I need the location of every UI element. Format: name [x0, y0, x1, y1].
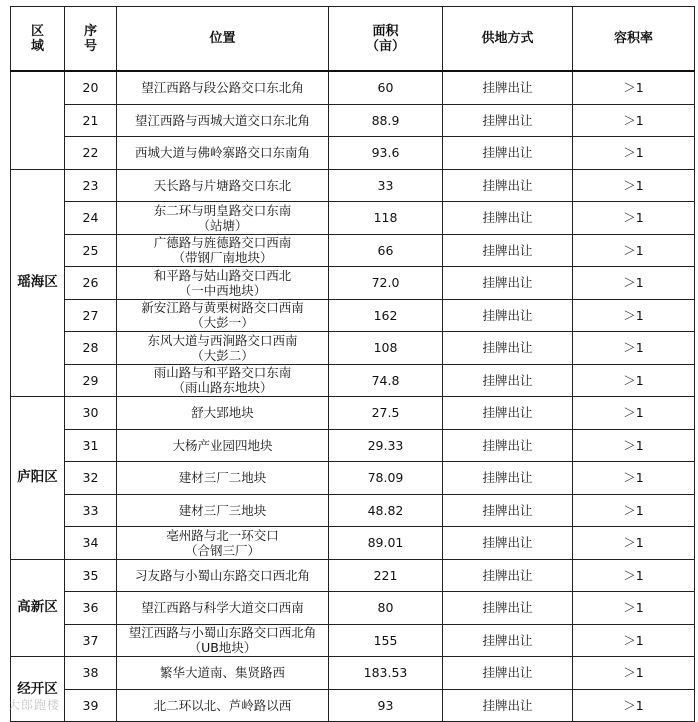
location-line: 望江西路与西城大道交口东北角 [134, 112, 310, 128]
location-cell [117, 429, 329, 462]
seq-cell: 29 [65, 364, 117, 397]
area-cell: 221 [329, 559, 443, 592]
far-cell: ＞1 [573, 689, 695, 722]
header-location: 位置 [117, 7, 329, 72]
location-line: （雨山路东地块） [172, 380, 273, 396]
far-cell: ＞1 [573, 592, 695, 625]
location-line: 大杨产业园四地块 [172, 437, 273, 453]
far-cell: ＞1 [573, 71, 695, 104]
location-line: 西城大道与佛岭寨路交口东南角 [134, 145, 310, 161]
supply-cell: 挂牌出让 [443, 202, 573, 235]
table-row [11, 299, 695, 332]
far-cell: ＞1 [573, 104, 695, 137]
location-line: 舒大郢地块 [191, 405, 254, 421]
far-cell: ＞1 [573, 397, 695, 430]
header-supply: 供地方式 [443, 7, 573, 72]
seq-cell: 25 [65, 234, 117, 267]
far-cell: ＞1 [573, 137, 695, 170]
header-area [329, 7, 443, 72]
header-area-line: （亩） [365, 38, 405, 54]
location-line: （大彭一） [191, 315, 254, 331]
region-cell: 瑶海区 [11, 169, 65, 397]
table-row [11, 364, 695, 397]
area-cell: 93 [329, 689, 443, 722]
supply-cell: 挂牌出让 [443, 624, 573, 657]
location-line: 新安江路与黄栗树路交口西南 [141, 300, 304, 316]
location-line: 和平路与姑山路交口西北 [153, 267, 292, 283]
header-seq [65, 7, 117, 72]
table-row [11, 592, 695, 625]
location-line: 建材三厂三地块 [178, 502, 267, 518]
seq-cell: 39 [65, 689, 117, 722]
supply-cell: 挂牌出让 [443, 104, 573, 137]
location-line: 亳州路与北一环交口 [166, 527, 279, 543]
location-line: 建材三厂二地块 [178, 470, 267, 486]
watermark: 大郎跑楼 [8, 698, 61, 712]
table-row [11, 169, 695, 202]
location-cell [117, 527, 329, 560]
far-cell: ＞1 [573, 494, 695, 527]
land-supply-table [10, 6, 695, 722]
table-row [11, 527, 695, 560]
far-cell: ＞1 [573, 299, 695, 332]
location-line: （UB地块） [188, 640, 257, 656]
seq-cell: 32 [65, 462, 117, 495]
location-cell [117, 689, 329, 722]
region-cell: 庐阳区 [11, 397, 65, 560]
table-row [11, 267, 695, 300]
table-row [11, 559, 695, 592]
location-cell [117, 104, 329, 137]
far-cell: ＞1 [573, 267, 695, 300]
seq-cell: 28 [65, 332, 117, 365]
location-cell [117, 71, 329, 104]
table-row [11, 689, 695, 722]
header-seq-line: 序 [83, 23, 97, 39]
header-region [11, 7, 65, 72]
location-cell [117, 592, 329, 625]
area-cell: 72.0 [329, 267, 443, 300]
table-row [11, 137, 695, 170]
area-cell: 80 [329, 592, 443, 625]
location-cell [117, 202, 329, 235]
location-line: 雨山路与和平路交口东南 [153, 365, 292, 381]
table-row [11, 624, 695, 657]
table-row [11, 429, 695, 462]
area-cell: 60 [329, 71, 443, 104]
seq-cell: 23 [65, 169, 117, 202]
area-cell: 183.53 [329, 657, 443, 690]
area-cell: 74.8 [329, 364, 443, 397]
table-row [11, 657, 695, 690]
seq-cell: 31 [65, 429, 117, 462]
area-cell: 162 [329, 299, 443, 332]
area-cell: 33 [329, 169, 443, 202]
table-row [11, 397, 695, 430]
location-line: 望江西路与科学大道交口西南 [141, 600, 304, 616]
area-cell: 89.01 [329, 527, 443, 560]
far-cell: ＞1 [573, 332, 695, 365]
location-line: （带钢厂南地块） [172, 250, 273, 266]
location-line: 广德路与旌德路交口西南 [153, 235, 292, 251]
supply-cell: 挂牌出让 [443, 657, 573, 690]
seq-cell: 34 [65, 527, 117, 560]
location-line: 东风大道与西涧路交口西南 [147, 332, 298, 348]
location-cell [117, 657, 329, 690]
supply-cell: 挂牌出让 [443, 462, 573, 495]
supply-cell: 挂牌出让 [443, 429, 573, 462]
header-seq-line: 号 [83, 38, 97, 54]
supply-cell: 挂牌出让 [443, 71, 573, 104]
seq-cell: 33 [65, 494, 117, 527]
location-line: 望江西路与小蜀山东路交口西北角 [128, 625, 317, 641]
location-cell [117, 559, 329, 592]
table-body [11, 71, 695, 722]
location-line: （合钢三厂） [184, 542, 260, 558]
location-line: （站塘） [197, 217, 248, 233]
location-cell [117, 234, 329, 267]
location-line: 习友路与小蜀山东路交口西北角 [134, 567, 310, 583]
supply-cell: 挂牌出让 [443, 364, 573, 397]
location-cell [117, 137, 329, 170]
seq-cell: 27 [65, 299, 117, 332]
seq-cell: 38 [65, 657, 117, 690]
table-row [11, 494, 695, 527]
location-cell [117, 169, 329, 202]
supply-cell: 挂牌出让 [443, 267, 573, 300]
area-cell: 108 [329, 332, 443, 365]
location-line: 天长路与片塘路交口东北 [153, 177, 292, 193]
area-cell: 155 [329, 624, 443, 657]
far-cell: ＞1 [573, 429, 695, 462]
supply-cell: 挂牌出让 [443, 592, 573, 625]
seq-cell: 35 [65, 559, 117, 592]
supply-cell: 挂牌出让 [443, 494, 573, 527]
header-area-line: 面积 [372, 23, 399, 39]
table-row [11, 71, 695, 104]
supply-cell: 挂牌出让 [443, 137, 573, 170]
region-cell [11, 71, 65, 169]
supply-cell: 挂牌出让 [443, 234, 573, 267]
table-row [11, 202, 695, 235]
far-cell: ＞1 [573, 657, 695, 690]
location-line: 望江西路与段公路交口东北角 [141, 80, 304, 96]
seq-cell: 21 [65, 104, 117, 137]
supply-cell: 挂牌出让 [443, 169, 573, 202]
location-cell [117, 397, 329, 430]
location-line: 东二环与明皇路交口东南 [153, 202, 292, 218]
supply-cell: 挂牌出让 [443, 332, 573, 365]
supply-cell: 挂牌出让 [443, 559, 573, 592]
region-cell: 经开区 [11, 657, 65, 722]
location-line: （一中西地块） [178, 282, 267, 298]
far-cell: ＞1 [573, 202, 695, 235]
table-row [11, 234, 695, 267]
seq-cell: 26 [65, 267, 117, 300]
header-region-line: 域 [30, 38, 44, 54]
area-cell: 29.33 [329, 429, 443, 462]
location-cell [117, 267, 329, 300]
supply-cell: 挂牌出让 [443, 397, 573, 430]
location-cell [117, 332, 329, 365]
supply-cell: 挂牌出让 [443, 527, 573, 560]
far-cell: ＞1 [573, 559, 695, 592]
area-cell: 66 [329, 234, 443, 267]
area-cell: 88.9 [329, 104, 443, 137]
seq-cell: 24 [65, 202, 117, 235]
seq-cell: 36 [65, 592, 117, 625]
far-cell: ＞1 [573, 462, 695, 495]
header-region-line: 区 [30, 23, 44, 39]
seq-cell: 37 [65, 624, 117, 657]
far-cell: ＞1 [573, 527, 695, 560]
location-line: 繁华大道南、集贤路西 [159, 665, 285, 681]
seq-cell: 30 [65, 397, 117, 430]
location-line: 北二环以北、芦岭路以西 [153, 697, 292, 713]
location-line: （大彭二） [191, 347, 254, 363]
far-cell: ＞1 [573, 624, 695, 657]
area-cell: 48.82 [329, 494, 443, 527]
header-row [11, 7, 695, 72]
area-cell: 93.6 [329, 137, 443, 170]
supply-cell: 挂牌出让 [443, 689, 573, 722]
table-row [11, 104, 695, 137]
location-cell [117, 624, 329, 657]
location-cell [117, 364, 329, 397]
seq-cell: 22 [65, 137, 117, 170]
region-cell: 高新区 [11, 559, 65, 657]
area-cell: 118 [329, 202, 443, 235]
location-cell [117, 462, 329, 495]
table-row [11, 462, 695, 495]
supply-cell: 挂牌出让 [443, 299, 573, 332]
area-cell: 27.5 [329, 397, 443, 430]
table-header [11, 7, 695, 72]
far-cell: ＞1 [573, 169, 695, 202]
table-row [11, 332, 695, 365]
area-cell: 78.09 [329, 462, 443, 495]
far-cell: ＞1 [573, 364, 695, 397]
far-cell: ＞1 [573, 234, 695, 267]
location-cell [117, 494, 329, 527]
header-far: 容积率 [573, 7, 695, 72]
location-cell [117, 299, 329, 332]
seq-cell: 20 [65, 71, 117, 104]
